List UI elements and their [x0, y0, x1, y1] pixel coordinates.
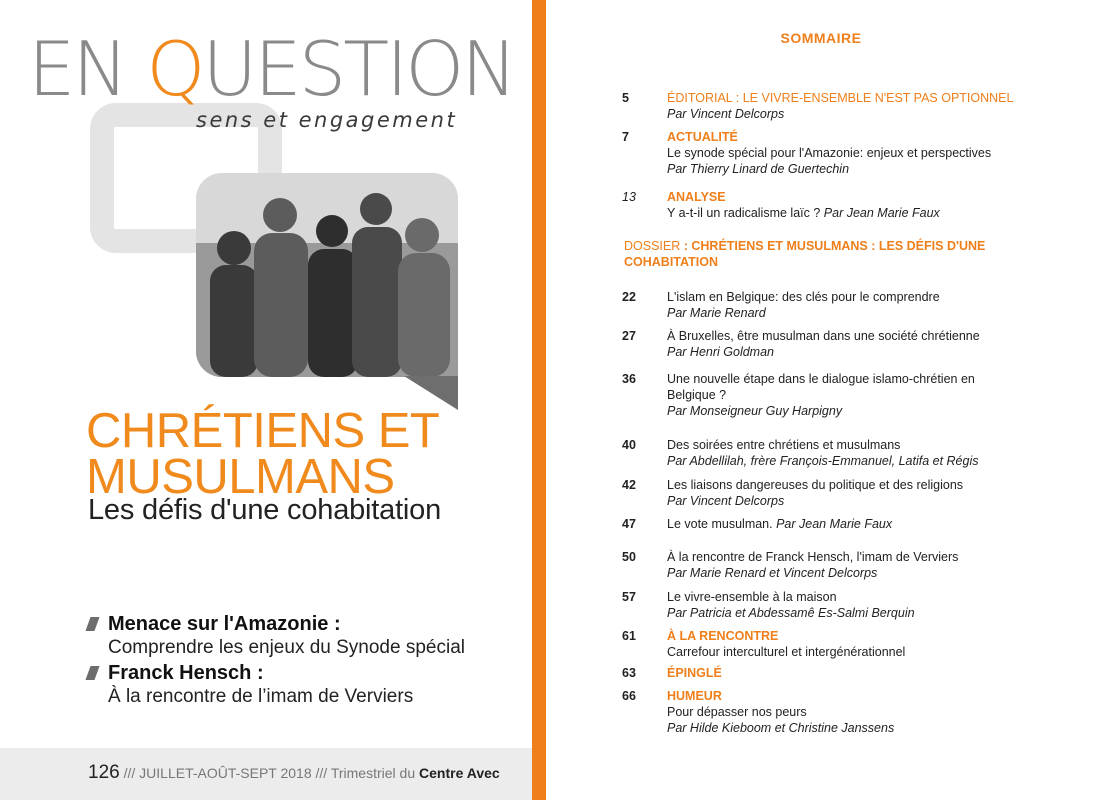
section-title: À LA RENCONTRE [667, 629, 779, 643]
article-title: Y a-t-il un radicalisme laïc ? [667, 206, 824, 220]
teaser-subtitle: Comprendre les enjeux du Synode spécial [108, 637, 465, 658]
page-number: 61 [622, 629, 636, 643]
cover-subtitle: Les défis d'une cohabitation [88, 494, 442, 526]
author: Par Marie Renard [667, 306, 766, 320]
author: Par Thierry Linard de Guertechin [667, 162, 850, 176]
page-number: 27 [622, 329, 636, 343]
article-title: Le vivre-ensemble à la maison [667, 590, 837, 604]
author: Par Jean Marie Faux [823, 206, 940, 220]
article-title: Carrefour interculturel et intergénérationnel [667, 645, 906, 659]
issue-date: JUILLET-AOÛT-SEPT 2018 [139, 765, 312, 781]
page-number: 42 [622, 478, 636, 492]
masthead-q: Q [146, 25, 203, 113]
article-title: Les liaisons dangereuses du politique et des religions [667, 478, 964, 492]
section-title: HUMEUR [667, 689, 722, 703]
article-line [667, 516, 1067, 532]
cover-footer [0, 748, 532, 800]
page-number: 50 [622, 550, 636, 564]
article-title: À la rencontre de Franck Hensch, l'imam de Verviers [667, 550, 959, 564]
article-title: Le vote musulman. [667, 517, 777, 531]
tagline: sens et engagement [196, 108, 458, 132]
page-number: 5 [622, 91, 629, 105]
contents-page [546, 0, 1096, 800]
article-title: À Bruxelles, être musulman dans une société chrétienne [667, 329, 980, 343]
author: Par Henri Goldman [667, 345, 774, 359]
page-number: 22 [622, 290, 636, 304]
cover-page [0, 0, 532, 800]
page-number: 66 [622, 689, 636, 703]
page-number: 7 [622, 130, 629, 144]
footer-separator: /// [119, 765, 140, 781]
section-title: ÉPINGLÉ [667, 666, 722, 680]
masthead-logo [28, 25, 518, 113]
publisher-name: Centre Avec [419, 765, 500, 781]
masthead-uestion: UESTION [202, 25, 515, 113]
spine-divider [532, 0, 546, 800]
teaser-subtitle: À la rencontre de l’imam de Verviers [108, 686, 414, 707]
contents-heading: SOMMAIRE [780, 30, 862, 46]
publication-frequency: Trimestriel du [330, 765, 420, 781]
issue-number: 126 [88, 762, 120, 783]
page-number: 57 [622, 590, 636, 604]
section-title: ÉDITORIAL : LE VIVRE-ENSEMBLE N'EST PAS OPTIONNEL [667, 91, 1014, 105]
author: Par Vincent Delcorps [667, 494, 785, 508]
teaser-hensch [84, 661, 514, 709]
article-line [667, 205, 1067, 221]
article-title: L'islam en Belgique: des clés pour le comprendre [667, 290, 940, 304]
page-number: 13 [622, 190, 636, 204]
slash-icon [85, 617, 99, 631]
author: Par Jean Marie Faux [776, 517, 893, 531]
dossier-heading [624, 238, 1014, 270]
article-title: Une nouvelle étape dans le dialogue islamo-chrétien en Belgique ? [667, 372, 975, 402]
author: Par Abdellilah, frère François-Emmanuel, Latifa et Régis [667, 454, 979, 468]
page-number: 40 [622, 438, 636, 452]
dossier-label: DOSSIER [624, 239, 681, 253]
page-number: 36 [622, 372, 636, 386]
cover-title-line1: CHRÉTIENS ET [86, 404, 440, 458]
group-photo-illustration [196, 173, 458, 377]
dossier-title: : CHRÉTIENS ET MUSULMANS : LES DÉFIS D'UNE COHABITATION [624, 239, 986, 269]
author: Par Patricia et Abdessamê Es-Salmi Berquin [667, 606, 915, 620]
slash-icon [85, 666, 99, 680]
cover-title [86, 404, 516, 504]
author: Par Marie Renard et Vincent Delcorps [667, 566, 878, 580]
section-title: ACTUALITÉ [667, 130, 738, 144]
page-number: 47 [622, 517, 636, 531]
article-title: Pour dépasser nos peurs [667, 705, 807, 719]
teaser-amazonie [84, 612, 514, 660]
teaser-title: Menace sur l'Amazonie : [108, 613, 341, 635]
article-title: Des soirées entre chrétiens et musulmans [667, 438, 901, 452]
author: Par Monseigneur Guy Harpigny [667, 404, 843, 418]
page-number: 63 [622, 666, 636, 680]
author: Par Hilde Kieboom et Christine Janssens [667, 721, 895, 735]
author: Par Vincent Delcorps [667, 107, 785, 121]
article-title: Le synode spécial pour l'Amazonie: enjeux et perspectives [667, 146, 992, 160]
section-title: ANALYSE [667, 190, 726, 204]
footer-separator: /// [311, 765, 331, 781]
masthead-en: EN [28, 25, 147, 113]
cover-photo [196, 173, 458, 377]
teaser-title: Franck Hensch : [108, 662, 264, 684]
cover-title-line2: MUSULMANS [86, 450, 395, 504]
